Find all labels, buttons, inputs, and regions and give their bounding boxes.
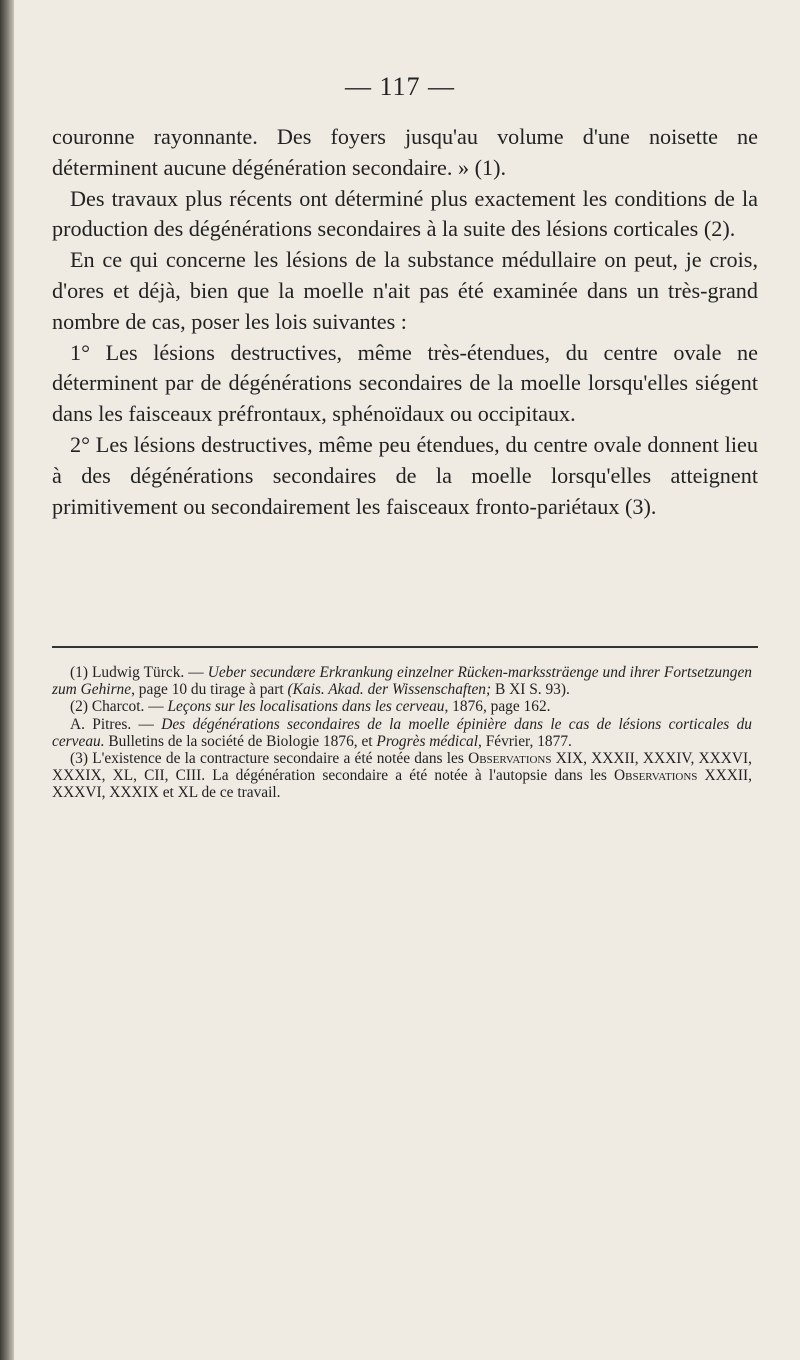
paragraph-4: 1° Les lésions destructives, même très-étendues, du centre ovale ne déterminent par de dégénérations secondaires de la moelle lorsqu'elles siégent dans les faisceaux préfrontaux, sphénoïdaux ou occipitaux. [52, 339, 758, 427]
footnote-1-author: Ludwig Türck. — [92, 664, 208, 681]
footnote-3-observations-b: Observations [614, 767, 698, 785]
footnote-1-marker: (1) [70, 664, 88, 681]
page-number: — 117 — [344, 72, 456, 101]
footnote-2-title: Leçons sur les localisations dans les cerveau [167, 698, 445, 716]
paragraph-5: 2° Les lésions destructives, même peu étendues, du centre ovale donnent lieu à des dégénérations secondaires de la moelle lorsqu'elles atteignent primitivement ou secondairement les faisceaux fronto-pariétaux (3). [52, 431, 758, 519]
footnote-2b-author: A. Pitres. — [70, 715, 162, 733]
footnote-2-author: Charcot. — [91, 698, 168, 716]
footnote-3-observations-a: Observations [468, 750, 552, 768]
footnote-2b-title: Des dégénérations secondaires de la moelle épinière dans le cas de lésions corticales du cerveau. [52, 715, 752, 750]
footnote-divider [52, 646, 758, 648]
footnote-3-text-b: XIX, XXXII, XXXIV, XXXVI, XXXIX, XL, CII, CIII. La dégénération secondaire a été notée à l'autopsie dans les [52, 750, 752, 785]
footnote-2 [52, 698, 752, 715]
footnote-1-source: (Kais. Akad. der Wissenschaften; [287, 681, 492, 699]
footnote-1 [52, 664, 752, 698]
footnote-3-marker: (3) [70, 750, 88, 768]
footnote-2b-journal: Progrès médical [376, 732, 479, 750]
paragraph-3: En ce qui concerne les lésions de la substance médullaire on peut, je crois, d'ores et déjà, bien que la moelle n'ait pas été examinée dans un très-grand nombre de cas, poser les lois suivantes : [52, 247, 758, 334]
page-binding-edge [0, 0, 14, 1360]
footnote-2b-details: Bulletins de la société de Biologie 1876, et [104, 732, 377, 750]
footnote-3 [52, 750, 752, 802]
footnote-2b-journal-end: , Février, 1877. [478, 732, 572, 750]
footnote-1-source-end: B XI S. 93). [491, 681, 570, 699]
footnote-2-details: , 1876, page 162. [444, 698, 551, 716]
footnote-3-text-c: XXXII, XXXVI, XXXIX et XL de ce travail. [52, 767, 752, 802]
footnote-2b [52, 716, 752, 750]
footnote-1-details: , page 10 du tirage à part [131, 681, 288, 699]
main-text [52, 122, 758, 522]
paragraph-2: Des travaux plus récents ont déterminé plus exactement les conditions de la production des dégénérations secondaires à la suite des lésions corticales (2). [52, 185, 758, 242]
footnote-1-title: Ueber secundære Erkrankung einzelner Rücken-markssträenge und ihrer Fortsetzungen zum Gehirne [52, 664, 752, 699]
footnotes [52, 664, 752, 802]
paragraph-1: couronne rayonnante. Des foyers jusqu'au volume d'une noisette ne déterminent aucune dégénération secondaire. » (1). [52, 124, 758, 180]
footnote-3-text-a: L'existence de la contracture secondaire a été notée dans les [92, 750, 469, 768]
footnote-2-marker: (2) [70, 698, 88, 716]
